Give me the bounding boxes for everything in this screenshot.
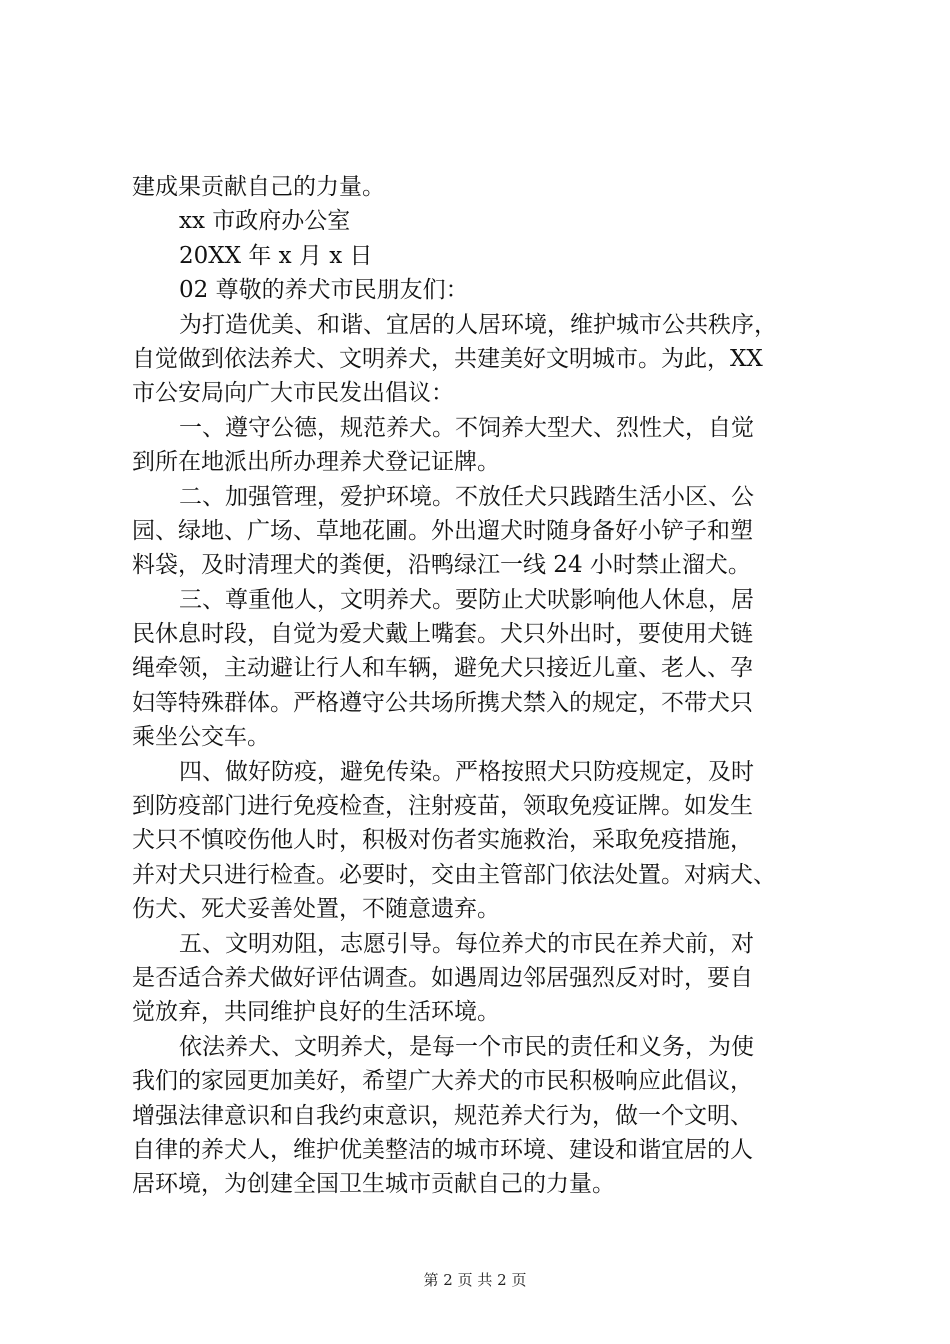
text-line: 增强法律意识和自我约束意识，规范养犬行为，做一个文明、	[132, 1102, 753, 1129]
text-line: 自觉做到依法养犬、文明养犬，共建美好文明城市。为此，XX	[132, 345, 763, 372]
text-line: 到防疫部门进行免疫检查，注射疫苗，领取免疫证牌。如发生	[132, 793, 753, 820]
text-line: 二、加强管理，爱护环境。不放任犬只践踏生活小区、公	[179, 483, 754, 510]
text-line: 我们的家园更加美好，希望广大养犬的市民积极响应此倡议，	[132, 1068, 753, 1095]
text-line: 依法养犬、文明养犬，是每一个市民的责任和义务，为使	[179, 1033, 754, 1060]
text-line: 绳牵领，主动避让行人和车辆，避免犬只接近儿童、老人、孕	[132, 655, 753, 682]
document-body	[132, 170, 832, 1202]
text-line: 到所在地派出所办理养犬登记证牌。	[132, 449, 500, 476]
text-line: 妇等特殊群体。严格遵守公共场所携犬禁入的规定，不带犬只	[132, 689, 753, 716]
text-line: 觉放弃，共同维护良好的生活环境。	[132, 999, 500, 1026]
text-line: 自律的养犬人，维护优美整洁的城市环境、建设和谐宜居的人	[132, 1136, 753, 1163]
text-line: 园、绿地、广场、草地花圃。外出遛犬时随身备好小铲子和塑	[132, 517, 753, 544]
text-line: 02 尊敬的养犬市民朋友们：	[179, 277, 469, 304]
text-line: 犬只不慎咬伤他人时，积极对伤者实施救治，采取免疫措施，	[132, 827, 753, 854]
text-line: 建成果贡献自己的力量。	[132, 174, 385, 200]
page-footer: 第 2 页 共 2 页	[423, 1271, 527, 1289]
text-line: 伤犬、死犬妥善处置，不随意遗弃。	[132, 896, 500, 923]
text-line: 并对犬只进行检查。必要时，交由主管部门依法处置。对病犬、	[132, 861, 776, 888]
text-line: 为打造优美、和谐、宜居的人居环境，维护城市公共秩序，	[179, 311, 777, 338]
text-line: 乘坐公交车。	[132, 724, 270, 751]
text-line: 民休息时段，自觉为爱犬戴上嘴套。犬只外出时，要使用犬链	[132, 621, 753, 648]
text-line: xx 市政府办公室	[179, 208, 351, 235]
text-line: 三、尊重他人，文明养犬。要防止犬吠影响他人休息，居	[179, 586, 754, 613]
text-line: 是否适合养犬做好评估调查。如遇周边邻居强烈反对时，要自	[132, 964, 753, 991]
text-line: 五、文明劝阻，志愿引导。每位养犬的市民在养犬前，对	[179, 930, 754, 957]
text-line: 20XX 年 x 月 x 日	[179, 242, 373, 269]
text-line: 一、遵守公德，规范养犬。不饲养大型犬、烈性犬，自觉	[179, 414, 754, 441]
text-line: 料袋，及时清理犬的粪便，沿鸭绿江一线 24 小时禁止溜犬。	[132, 552, 751, 579]
text-line: 市公安局向广大市民发出倡议：	[132, 380, 454, 407]
text-line: 居环境，为创建全国卫生城市贡献自己的力量。	[132, 1171, 615, 1198]
text-line: 四、做好防疫，避免传染。严格按照犬只防疫规定，及时	[179, 758, 754, 785]
